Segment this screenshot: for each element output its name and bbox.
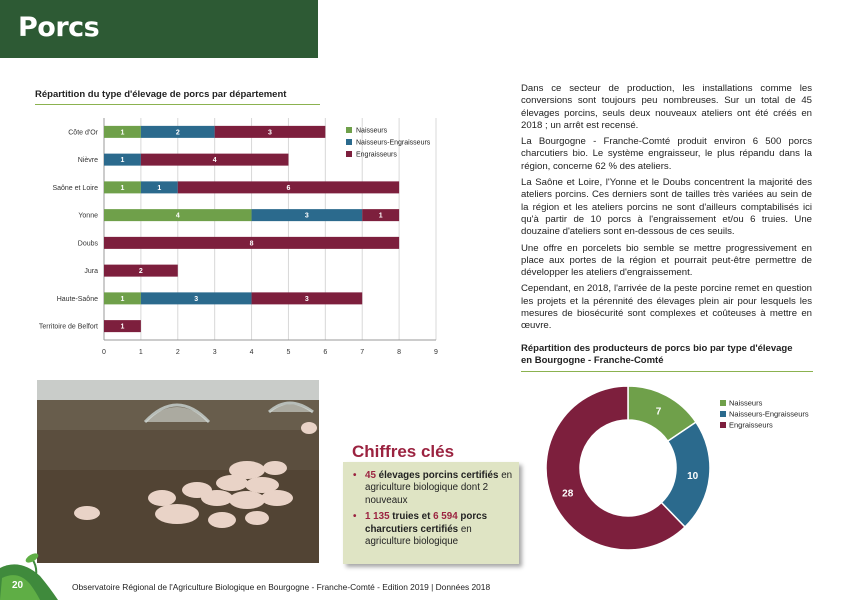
page-title: Porcs <box>18 12 100 43</box>
bullet-icon: • <box>353 470 357 481</box>
bar-value-label: 1 <box>120 323 125 331</box>
donut-title-line2: en Bourgogne - Franche-Comté <box>521 355 664 366</box>
legend-swatch <box>720 400 726 406</box>
category-label: Côte d'Or <box>68 129 98 137</box>
bar-value-label: 1 <box>378 212 383 220</box>
bar-chart-title-rule <box>35 104 320 105</box>
category-label: Nièvre <box>77 157 98 165</box>
x-tick-label: 1 <box>138 349 143 356</box>
category-label: Territoire de Belfort <box>38 323 98 331</box>
x-tick-label: 9 <box>434 349 438 356</box>
slice-value-label: 7 <box>655 406 662 418</box>
footer-text: Observatoire Régional de l'Agriculture Biologique en Bourgogne - Franche-Comté - Edition 2019 | Données 2018 <box>72 582 491 592</box>
bar-value-label: 4 <box>212 157 217 165</box>
x-tick-label: 0 <box>102 349 106 356</box>
bar-value-label: 3 <box>304 295 309 303</box>
donut-chart-title-rule <box>521 371 813 372</box>
legend-label: Naisseurs-Engraisseurs <box>729 409 809 419</box>
key-figures-box <box>343 462 519 564</box>
key-figure-2 <box>351 511 513 548</box>
x-tick-label: 5 <box>286 349 291 356</box>
bar-value-label: 1 <box>120 129 125 137</box>
donut-chart <box>530 380 830 555</box>
bar-value-label: 1 <box>120 295 125 303</box>
paragraph-2: La Bourgogne - Franche-Comté produit environ 6 500 porcs charcutiers bio. Le système engraisseur, le plus répandu dans la région, concerne 62 % des ateliers. <box>521 136 812 172</box>
key-figure-2-mid: truies et <box>392 511 431 523</box>
leaf-decoration-icon <box>0 548 64 600</box>
legend-label: Engraisseurs <box>729 420 773 430</box>
legend-swatch <box>346 127 352 133</box>
bar-value-label: 1 <box>120 184 125 192</box>
body-text <box>521 83 812 337</box>
key-figure-1-rest: en agriculture biologique dont 2 nouveaux <box>365 470 513 506</box>
key-figure-2-number-2: 6 594 <box>433 511 458 523</box>
paragraph-1: Dans ce secteur de production, les installations comme les conversions sont toujours peu nombreuses. Sur un total de 45 élevages porcins, seuls deux nouveaux ateliers ont été créés en 2018 ; un arrêt est recensé. <box>521 83 812 131</box>
paragraph-3: La Saône et Loire, l'Yonne et le Doubs concentrent la majorité des ateliers porcins. Ces derniers sont de tailles très variées au sein de la région et les ateliers porcins ne sont d'ailleurs comptabilisés ici qu'à partir de 10 porcs à l'engraissement et/ou 6 truies. Une douzaine d'ateliers sont en-dessous de ces seuils. <box>521 177 812 238</box>
bar-value-label: 1 <box>157 184 162 192</box>
legend-label: Naisseurs-Engraisseurs <box>356 139 431 147</box>
bar-value-label: 2 <box>138 268 143 276</box>
bar-value-label: 8 <box>249 240 254 248</box>
bar-value-label: 6 <box>286 184 291 192</box>
key-figure-1-bold: élevages porcins certifiés <box>378 470 499 481</box>
legend-swatch <box>720 411 726 417</box>
legend-swatch <box>346 151 352 157</box>
bar-value-label: 4 <box>175 212 180 220</box>
bar-value-label: 3 <box>304 212 309 220</box>
donut-chart-title <box>521 343 793 367</box>
key-figure-2-bold: porcs charcutiers certifiés <box>365 511 488 535</box>
paragraph-5: Cependant, en 2018, l'arrivée de la peste porcine remet en question les projets et la pérennité des élevages plein air pour lesquels les mesures de biosécurité sont complexes et coûteuses à mettre en œuvre. <box>521 283 812 332</box>
page-number: 20 <box>12 580 24 591</box>
category-label: Doubs <box>77 240 98 248</box>
slice-value-label: 28 <box>562 488 574 500</box>
x-tick-label: 3 <box>212 349 217 356</box>
legend-label: Naisseurs <box>729 398 763 408</box>
category-label: Haute-Saône <box>56 295 98 303</box>
legend-swatch <box>346 139 352 145</box>
bar-value-label: 1 <box>120 157 125 165</box>
bar-value-label: 3 <box>194 295 199 303</box>
legend-swatch <box>720 422 726 428</box>
x-tick-label: 7 <box>360 349 365 356</box>
key-figure-1-number: 45 <box>365 470 376 481</box>
key-figure-1 <box>351 470 513 507</box>
bar-chart-title: Répartition du type d'élevage de porcs par département <box>35 89 287 100</box>
x-tick-label: 8 <box>397 349 402 356</box>
x-tick-label: 2 <box>175 349 180 356</box>
key-figure-2-rest: en agriculture biologique <box>365 523 472 548</box>
paragraph-4: Une offre en porcelets bio semble se mettre progressivement en place aux portes de la région et pourrait peut-être permettre de développer les ateliers d'engraissement. <box>521 242 812 279</box>
x-tick-label: 4 <box>249 349 254 356</box>
legend-label: Engraisseurs <box>356 151 397 159</box>
donut-title-line1: Répartition des producteurs de porcs bio par type d'élevage <box>521 343 793 354</box>
category-label: Yonne <box>78 212 98 220</box>
pigs-photo <box>37 380 319 563</box>
key-figure-2-number-1: 1 135 <box>365 511 390 523</box>
bar-chart <box>30 118 450 363</box>
category-label: Saône et Loire <box>52 184 98 192</box>
bullet-icon: • <box>353 511 357 523</box>
bar-value-label: 2 <box>175 129 180 137</box>
slice-value-label: 10 <box>687 470 699 482</box>
bar-value-label: 3 <box>268 129 272 137</box>
key-figures-title: Chiffres clés <box>352 442 455 461</box>
x-tick-label: 6 <box>323 349 328 356</box>
legend-label: Naisseurs <box>356 127 388 135</box>
category-label: Jura <box>84 268 98 276</box>
